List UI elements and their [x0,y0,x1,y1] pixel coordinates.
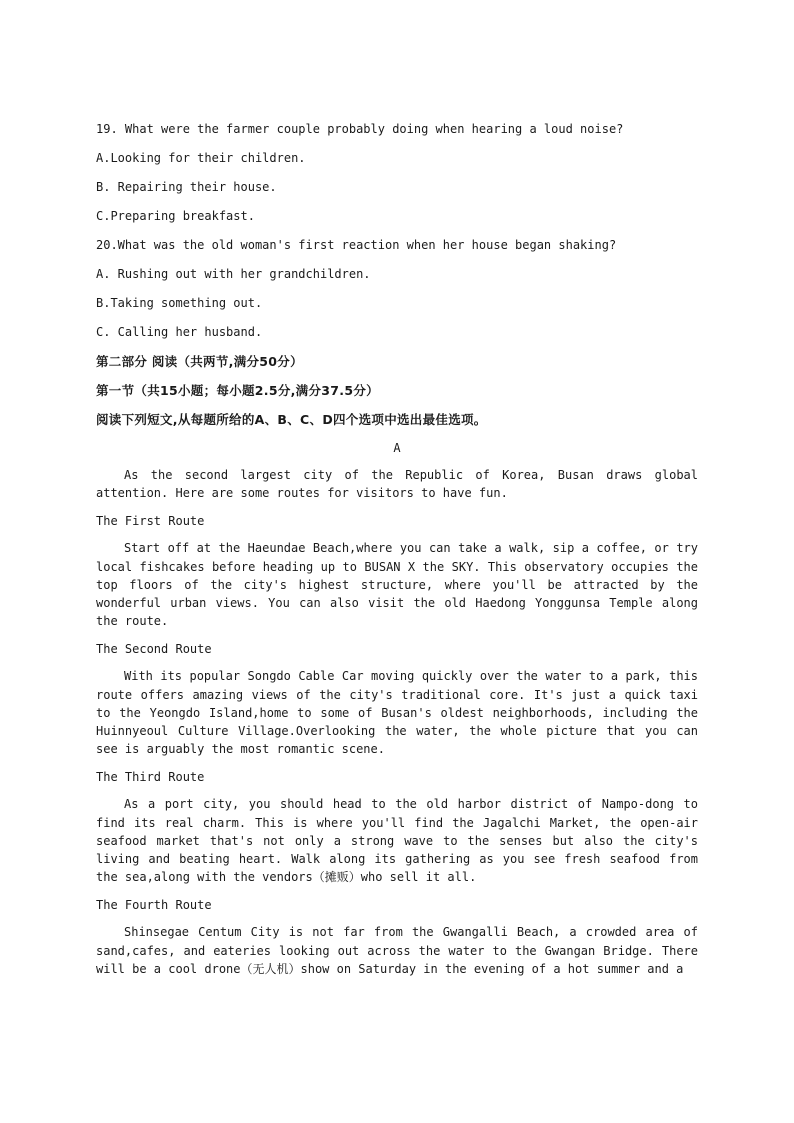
route-3-title: The Third Route [96,770,205,785]
passage-label: A [393,441,401,455]
route-2-title: The Second Route [96,642,212,657]
passage-intro: As the second largest city of the Republic of Korea, Busan draws global attention. Here are some routes for visitors to have fun. [96,468,698,501]
question-20: 20.What was the old woman's first reaction when her house began shaking? [96,238,617,252]
route-3-text: As a port city, you should head to the old harbor district of Nampo-dong to find its real charm. This is where you'll find the Jagalchi Market, the open-air seafood market that's not only a strong wave to the senses but also the city's living and beating heart. Walk along its gathering as you see fresh seafood from the sea,along with the vendors（摊贩）who sell it all. [96,797,698,885]
route-1-title: The First Route [96,514,205,529]
route-2-text: With its popular Songdo Cable Car moving quickly over the water to a park, this route offers amazing views of the city's traditional core. It's just a quick taxi to the Yeongdo Island,home to some of Busan's oldest neighborhoods, including the Huinnyeoul Culture Village.Overlooking the water, the whole picture that you can see is arguably the most romantic scene. [96,669,698,757]
q20-option-b: B.Taking something out. [96,296,263,310]
q19-option-c: C.Preparing breakfast. [96,209,255,223]
q20-option-a: A. Rushing out with her grandchildren. [96,267,371,281]
document-page [96,118,698,978]
route-1-text: Start off at the Haeundae Beach,where you can take a walk, sip a coffee, or try local fishcakes before heading up to BUSAN X the SKY. This observatory occupies the top floors of the city's highest structure, where you'll be attracted by the wonderful urban views. You can also visit the old Haedong Yonggunsa Temple along the route. [96,541,698,629]
instruction: 阅读下列短文,从每题所给的A、B、C、D四个选项中选出最佳选项。 [96,412,487,427]
q20-option-c: C. Calling her husband. [96,325,263,339]
q19-option-b: B. Repairing their house. [96,180,277,194]
route-4-text: Shinsegae Centum City is not far from the Gwangalli Beach, a crowded area of sand,cafes, and eateries looking out across the water to the Gwangan Bridge. There will be a cool drone（无人机）show on Saturday in the evening of a hot summer and a [96,925,698,976]
section-title: 第一节（共15小题；每小题2.5分,满分37.5分） [96,383,379,398]
part-title: 第二部分 阅读（共两节,满分50分） [96,354,303,369]
question-19: 19. What were the farmer couple probably doing when hearing a loud noise? [96,122,624,136]
route-4-title: The Fourth Route [96,898,212,913]
q19-option-a: A.Looking for their children. [96,151,306,165]
